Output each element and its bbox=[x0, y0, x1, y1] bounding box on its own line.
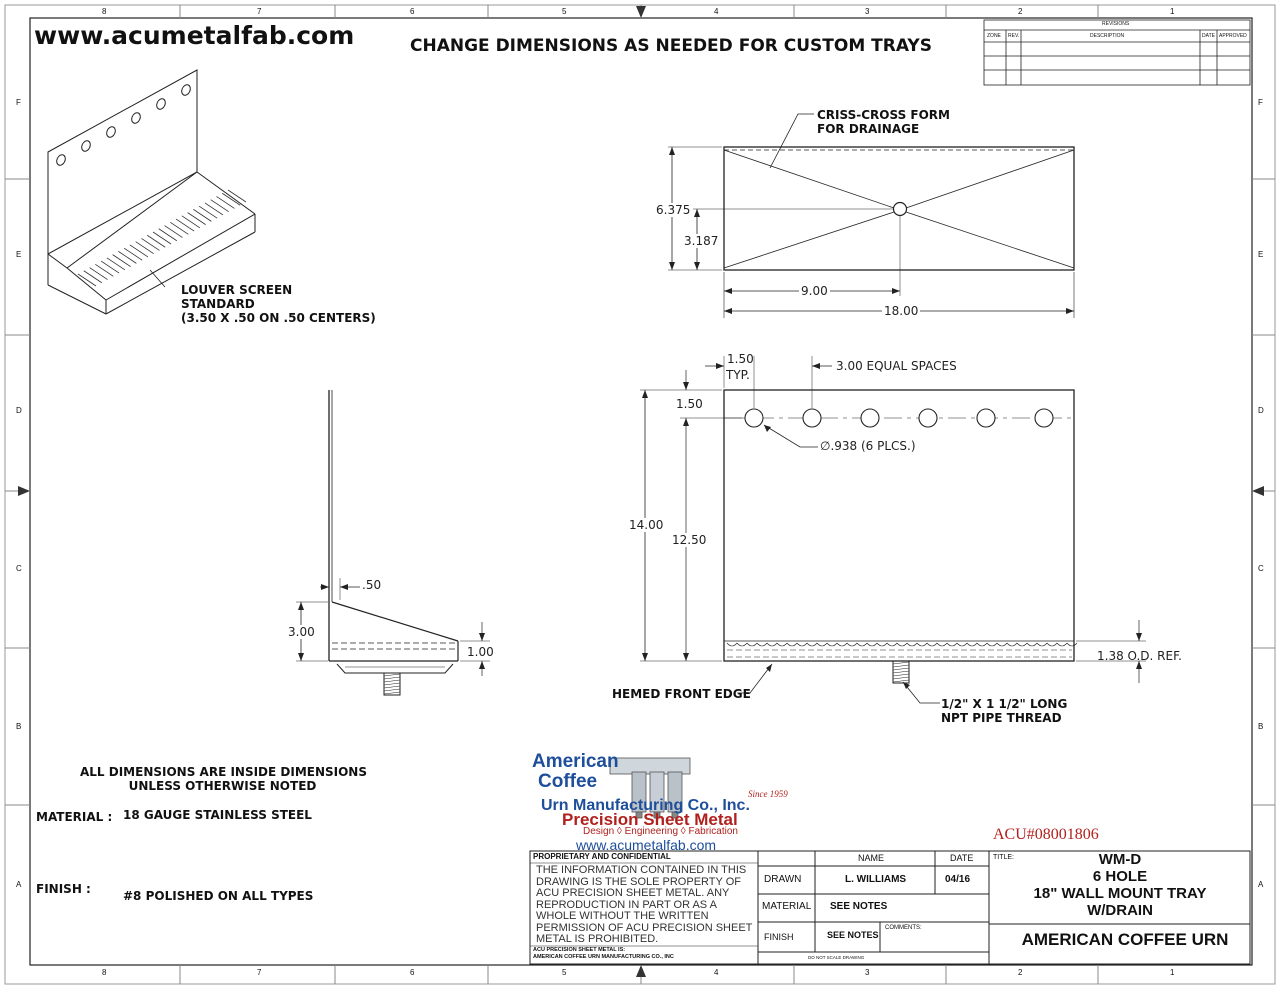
rev-col-description: DESCRIPTION bbox=[1090, 33, 1125, 39]
louver-scallop bbox=[787, 643, 797, 646]
louver-scallop bbox=[757, 643, 767, 646]
louver-note-line-2: STANDARD bbox=[181, 297, 255, 311]
iso-louver-slot bbox=[84, 271, 102, 283]
louver-scallop bbox=[747, 643, 757, 646]
iso-louver-slot bbox=[170, 222, 188, 234]
zone-row-d-right: D bbox=[1258, 406, 1264, 415]
front-tap-hole bbox=[745, 409, 763, 427]
iso-louver-slot bbox=[222, 193, 240, 205]
rev-col-rev: REV. bbox=[1008, 33, 1020, 39]
material-value: 18 GAUGE STAINLESS STEEL bbox=[123, 808, 312, 822]
louver-scallop bbox=[937, 643, 947, 646]
tb-material-value: SEE NOTES bbox=[830, 901, 888, 912]
dim-tray-width: 18.00 bbox=[884, 304, 919, 318]
logo-division: Precision Sheet Metal bbox=[562, 810, 738, 829]
louver-scallop bbox=[797, 643, 807, 646]
logo-url[interactable]: www.acumetalfab.com bbox=[576, 837, 717, 853]
thread-line bbox=[893, 665, 909, 667]
finish-value: #8 POLISHED ON ALL TYPES bbox=[123, 889, 314, 903]
dim-top-to-holes: 1.50 bbox=[676, 397, 703, 411]
dim-typical: TYP. bbox=[726, 368, 750, 382]
dim-half-width: 9.00 bbox=[801, 284, 828, 298]
louver-scallop bbox=[987, 643, 997, 646]
hemmed-edge-note: HEMED FRONT EDGE bbox=[612, 687, 751, 701]
louver-scallop bbox=[1037, 643, 1047, 646]
louver-scallop bbox=[777, 643, 787, 646]
thread-line bbox=[893, 671, 909, 673]
thread-line bbox=[384, 686, 400, 688]
louver-scallop bbox=[847, 643, 857, 646]
drawn-label: DRAWN bbox=[764, 874, 802, 885]
dim-hole-spacing: 3.00 EQUAL SPACES bbox=[836, 359, 957, 373]
dim-bottom-to-holes: 12.50 bbox=[672, 533, 707, 547]
louver-scallop bbox=[1067, 643, 1077, 646]
website-header[interactable]: www.acumetalfab.com bbox=[34, 21, 355, 50]
proprietary-text: THE INFORMATION CONTAINED IN THIS DRAWING IS THE SOLE PROPERTY OF ACU PRECISION SHEET METAL. ANY REPRODUCTION IN PART OR AS A WHOLE WITHOUT THE WRITTEN PERMISSION OF ACU PRECISION SHEET METAL IS PROHIBITED. bbox=[536, 864, 753, 945]
louver-scallop bbox=[997, 643, 1007, 646]
louver-note-line-3: (3.50 X .50 ON .50 CENTERS) bbox=[181, 311, 376, 325]
logo-line-american: American bbox=[532, 751, 619, 772]
title-label-text: TITLE: bbox=[993, 854, 1015, 861]
iso-louver-slot bbox=[90, 268, 108, 280]
revisions-table bbox=[984, 20, 1250, 85]
zone-col-5: 5 bbox=[562, 7, 567, 16]
dim-drain-od: 1.38 O.D. REF. bbox=[1097, 649, 1182, 663]
louver-scallop bbox=[957, 643, 967, 646]
logo-tagline: Design ◊ Engineering ◊ Fabrication bbox=[583, 826, 738, 837]
proprietary-footer-2: AMERICAN COFFEE URN MANUFACTURING CO., INC bbox=[533, 954, 674, 960]
rev-col-zone: ZONE bbox=[987, 33, 1001, 39]
iso-louver-slot bbox=[101, 261, 119, 273]
rev-col-approved: APPROVED bbox=[1219, 33, 1247, 39]
dim-overall-height: 14.00 bbox=[629, 518, 664, 532]
iso-louver-slot bbox=[205, 203, 223, 215]
louver-scallop bbox=[967, 643, 977, 646]
iso-louver-slot bbox=[107, 258, 125, 270]
louver-scallop bbox=[897, 643, 907, 646]
thread-line bbox=[893, 662, 909, 664]
louver-scallop bbox=[1007, 643, 1017, 646]
zone-col-8-bottom: 8 bbox=[102, 968, 107, 977]
thread-line bbox=[384, 683, 400, 685]
louver-scallop bbox=[1047, 643, 1057, 646]
louver-scallop bbox=[767, 643, 777, 646]
iso-louver-slot bbox=[165, 226, 183, 238]
logo-line-coffee: Coffee bbox=[538, 771, 598, 792]
proprietary-footer-1: ACU PRECISION SHEET METAL IS: bbox=[533, 947, 626, 953]
criss-cross-note bbox=[817, 108, 950, 136]
side-pipe-thread bbox=[384, 674, 400, 694]
louver-scallop bbox=[1017, 643, 1027, 646]
dim-half-depth: 3.187 bbox=[684, 234, 719, 248]
title-line-description: 18" WALL MOUNT TRAY bbox=[1033, 885, 1207, 902]
louver-scallop bbox=[907, 643, 917, 646]
iso-view bbox=[48, 70, 255, 314]
no-scale-note: DO NOT SCALE DRAWING bbox=[808, 955, 865, 960]
louver-scallop bbox=[817, 643, 827, 646]
louver-scallop bbox=[727, 643, 737, 646]
date-header: DATE bbox=[950, 853, 974, 863]
dim-pan-height: 3.00 bbox=[288, 625, 315, 639]
zone-col-7: 7 bbox=[257, 7, 262, 16]
front-tap-hole bbox=[803, 409, 821, 427]
zone-col-7-bottom: 7 bbox=[257, 968, 262, 977]
thread-line bbox=[893, 677, 909, 679]
thread-line bbox=[384, 689, 400, 691]
zone-row-e: E bbox=[16, 250, 22, 259]
louver-scallop bbox=[857, 643, 867, 646]
title-line-model: WM-D bbox=[1098, 851, 1142, 868]
inside-dimensions-note bbox=[80, 765, 365, 793]
zone-row-d: D bbox=[16, 406, 22, 415]
zone-row-f: F bbox=[16, 98, 21, 107]
side-view bbox=[296, 390, 490, 695]
iso-louver-slot bbox=[141, 238, 159, 250]
zone-row-f-right: F bbox=[1258, 98, 1263, 107]
zone-row-c-right: C bbox=[1258, 564, 1264, 573]
custom-tray-instruction: CHANGE DIMENSIONS AS NEEDED FOR CUSTOM TRAYS bbox=[410, 36, 932, 56]
iso-louver-slot bbox=[95, 264, 113, 276]
iso-louver-slot bbox=[159, 229, 177, 241]
thread-line bbox=[893, 668, 909, 670]
rev-col-date: DATE bbox=[1202, 33, 1215, 39]
tb-finish-label: FINISH bbox=[764, 932, 794, 942]
zone-col-3-bottom: 3 bbox=[865, 968, 870, 977]
title-line-holes: 6 HOLE bbox=[1092, 868, 1148, 885]
louver-scallop bbox=[927, 643, 937, 646]
front-tap-hole bbox=[919, 409, 937, 427]
dim-hole-diameter: ∅.938 (6 PLCS.) bbox=[820, 439, 916, 453]
zone-row-c: C bbox=[16, 564, 22, 573]
drawn-by-name: L. WILLIAMS bbox=[845, 874, 907, 885]
zone-col-1-bottom: 1 bbox=[1170, 968, 1175, 977]
iso-louver-slot bbox=[124, 248, 142, 260]
comments-label: COMMENTS: bbox=[885, 925, 922, 931]
top-view bbox=[668, 114, 1074, 318]
louver-scallop bbox=[1057, 643, 1067, 646]
front-tap-hole bbox=[1035, 409, 1053, 427]
tb-material-label: MATERIAL bbox=[762, 901, 812, 912]
louver-note bbox=[181, 283, 376, 325]
iso-louver-slot bbox=[216, 196, 234, 208]
criss-cross-note-line-2: FOR DRAINAGE bbox=[817, 122, 920, 136]
zone-row-b: B bbox=[16, 722, 22, 731]
iso-louver-slot bbox=[118, 251, 136, 263]
iso-louver-slot bbox=[211, 200, 229, 212]
part-number: ACU#08001806 bbox=[993, 826, 1099, 843]
iso-louver-slot bbox=[199, 206, 217, 218]
logo-line-urn: Urn Manufacturing Co., Inc. bbox=[541, 797, 750, 814]
front-louver-edge bbox=[727, 643, 1077, 646]
zone-col-1: 1 bbox=[1170, 7, 1175, 16]
thread-line bbox=[893, 680, 909, 682]
thread-line bbox=[893, 674, 909, 676]
inside-dimensions-line-2: UNLESS OTHERWISE NOTED bbox=[128, 779, 317, 793]
thread-line bbox=[384, 680, 400, 682]
drawing-title bbox=[990, 851, 1250, 919]
revisions-title: REVISIONS bbox=[1102, 21, 1130, 27]
thread-line bbox=[384, 677, 400, 679]
proprietary-title: PROPRIETARY AND CONFIDENTIAL bbox=[533, 852, 671, 861]
front-pipe-thread bbox=[893, 662, 909, 682]
pipe-thread-note bbox=[941, 697, 1067, 725]
front-tap-hole bbox=[977, 409, 995, 427]
louver-scallop bbox=[917, 643, 927, 646]
iso-louver-slot bbox=[176, 219, 194, 231]
dim-tray-depth: 6.375 bbox=[656, 203, 691, 217]
zone-col-4: 4 bbox=[714, 7, 719, 16]
thread-line bbox=[384, 674, 400, 676]
zone-row-e-right: E bbox=[1258, 250, 1264, 259]
louver-scallop bbox=[837, 643, 847, 646]
zone-row-a-right: A bbox=[1258, 880, 1264, 889]
front-view bbox=[640, 356, 1146, 703]
louver-scallop bbox=[827, 643, 837, 646]
iso-louver-slot bbox=[113, 255, 131, 267]
zone-col-5-bottom: 5 bbox=[562, 968, 567, 977]
dim-edge-offset: 1.50 bbox=[727, 352, 754, 366]
louver-note-line-1: LOUVER SCREEN bbox=[181, 283, 293, 297]
logo-wordmark bbox=[532, 752, 619, 792]
front-tap-hole bbox=[861, 409, 879, 427]
louver-scallop bbox=[737, 643, 747, 646]
louver-scallop bbox=[1027, 643, 1037, 646]
iso-louver-slot bbox=[193, 209, 211, 221]
louver-scallop bbox=[977, 643, 987, 646]
title-line-drain: W/DRAIN bbox=[1087, 902, 1153, 919]
zone-col-4-bottom: 4 bbox=[714, 968, 719, 977]
finish-label: FINISH : bbox=[36, 882, 91, 896]
inside-dimensions-line-1: ALL DIMENSIONS ARE INSIDE DIMENSIONS bbox=[80, 765, 367, 779]
pipe-thread-note-line-2: NPT PIPE THREAD bbox=[941, 711, 1062, 725]
logo-since: Since 1959 bbox=[748, 789, 788, 799]
drawn-date: 04/16 bbox=[945, 874, 971, 885]
iso-louver-slot bbox=[130, 245, 148, 257]
zone-col-8: 8 bbox=[102, 7, 107, 16]
zone-col-2: 2 bbox=[1018, 7, 1023, 16]
tb-finish-value: SEE NOTES bbox=[827, 930, 879, 940]
zone-col-2-bottom: 2 bbox=[1018, 968, 1023, 977]
iso-louver-slot bbox=[147, 235, 165, 247]
criss-cross-note-line-1: CRISS-CROSS FORM bbox=[817, 108, 950, 122]
louver-scallop bbox=[867, 643, 877, 646]
zone-col-3: 3 bbox=[865, 7, 870, 16]
material-label: MATERIAL : bbox=[36, 810, 113, 824]
name-header: NAME bbox=[858, 853, 885, 863]
zone-col-6: 6 bbox=[410, 7, 415, 16]
louver-scallop bbox=[887, 643, 897, 646]
iso-louver-slot bbox=[188, 213, 206, 225]
zone-col-6-bottom: 6 bbox=[410, 968, 415, 977]
zone-row-b-right: B bbox=[1258, 722, 1264, 731]
iso-louver-slot bbox=[136, 242, 154, 254]
dim-front-height: 1.00 bbox=[467, 645, 494, 659]
iso-louver-slot bbox=[182, 216, 200, 228]
iso-louver-slot bbox=[153, 232, 171, 244]
zone-row-a: A bbox=[16, 880, 22, 889]
louver-scallop bbox=[807, 643, 817, 646]
pipe-thread-note-line-1: 1/2" X 1 1/2" LONG bbox=[941, 697, 1068, 711]
louver-scallop bbox=[947, 643, 957, 646]
dim-backsplash-lip: .50 bbox=[362, 578, 382, 592]
louver-scallop bbox=[877, 643, 887, 646]
thread-line bbox=[384, 692, 400, 694]
company-name: AMERICAN COFFEE URN bbox=[1021, 930, 1229, 949]
